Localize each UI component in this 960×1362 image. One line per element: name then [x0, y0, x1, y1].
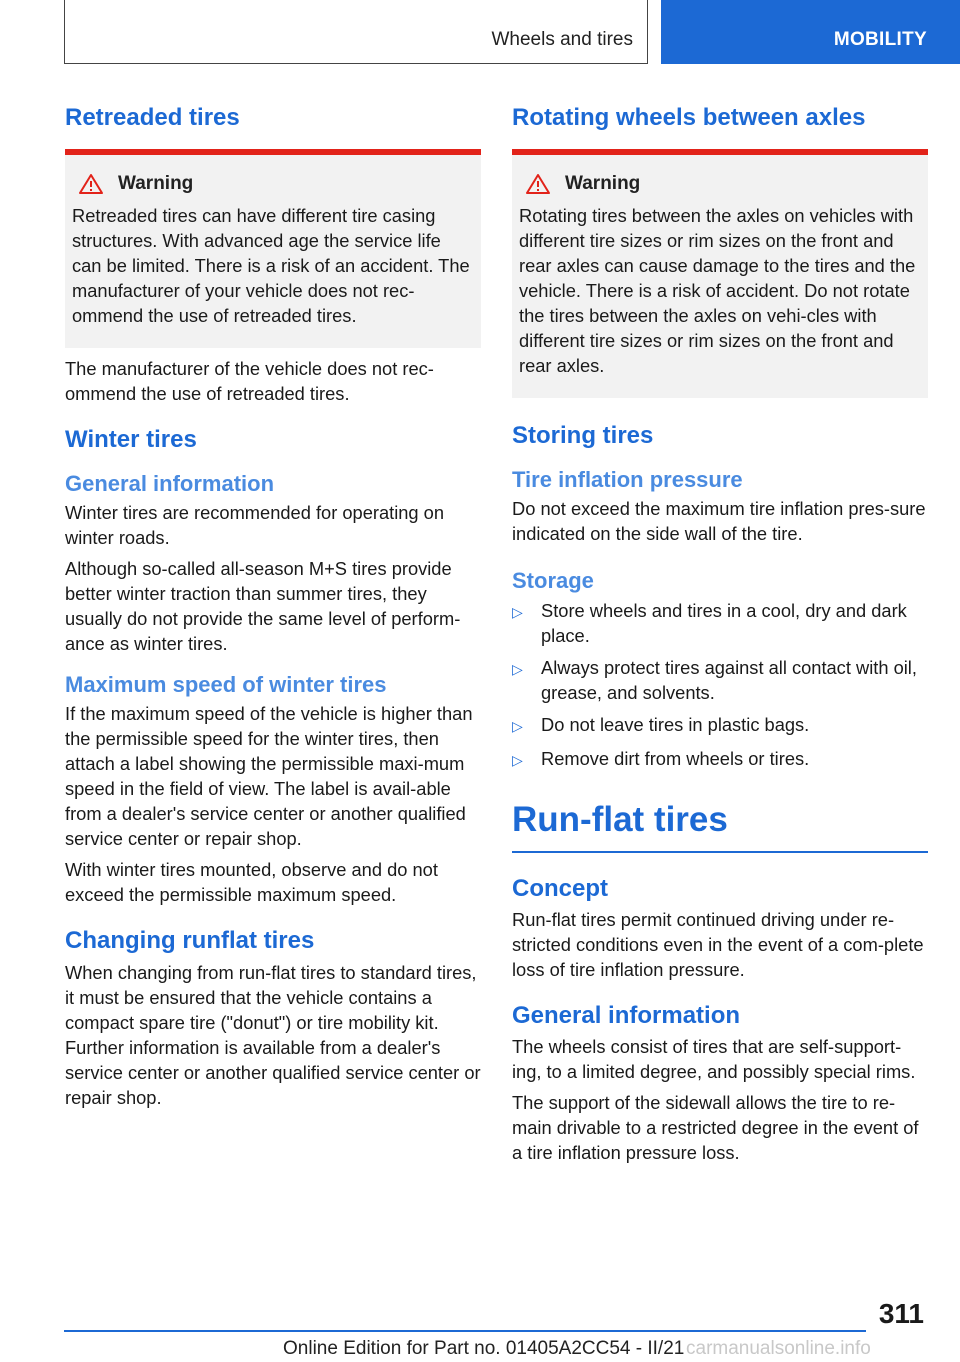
heading-concept: Concept: [512, 875, 608, 903]
right-column: [512, 100, 928, 1165]
heading-storage: Storage: [512, 567, 594, 593]
footer-divider: [64, 1330, 866, 1332]
paragraph-runflat-general-1: The wheels consist of tires that are self-support‐ing, to a limited degree, and possibly special rims.: [512, 1035, 916, 1082]
heading-winter-tires: Winter tires: [65, 425, 197, 453]
list-item: ▷ Store wheels and tires in a cool, dry and dark place.: [512, 600, 907, 647]
warning-triangle-icon: [525, 173, 551, 195]
heading-storing-tires: Storing tires: [512, 421, 654, 449]
heading-rotating-wheels: Rotating wheels between axles: [512, 104, 866, 131]
footer-edition: Online Edition for Part no. 01405A2CC54 - II/21: [283, 1338, 685, 1359]
warning-box-retreaded: [65, 149, 481, 348]
warning-title: Warning: [565, 172, 641, 194]
paragraph-winter-general-1: Winter tires are recommended for operating on winter roads.: [65, 501, 445, 548]
heading-run-flat-tires: Run-flat tires: [512, 800, 728, 840]
paragraph-max-speed-1: If the maximum speed of the vehicle is higher than the permissible speed for the winter tires, then attach a label showing the permissible maxi‐mum speed in the field of view. The label is avail‐able from a dealer's service center or another qualified service center or repair shop.: [65, 703, 473, 850]
section-divider: [512, 851, 928, 853]
warning-text-rotating: Rotating tires between the axles on vehicles with different tire sizes or rim sizes on the front and rear axles can cause damage to the tires and the vehicle. There is a risk of accident. Do not rotate the tires between the axles on vehi‐cles with different tire sizes or rim sizes on the front and rear axles.: [519, 204, 916, 376]
list-item: ▷ Remove dirt from wheels or tires.: [512, 746, 928, 773]
page-number: 311: [878, 1298, 924, 1329]
header-section-box: [64, 0, 648, 64]
heading-changing-runflat: Changing runflat tires: [65, 927, 315, 955]
header-chapter-tab[interactable]: [661, 0, 960, 64]
left-column: [65, 100, 481, 1110]
triangle-bullet-icon: ▷: [512, 718, 523, 735]
heading-winter-general-info: General information: [65, 470, 275, 496]
header-chapter-title: MOBILITY: [833, 29, 927, 50]
paragraph-concept: Run-flat tires permit continued driving under re‐stricted conditions even in the event of a com‐plete loss of tire inflation pressure.: [512, 909, 924, 981]
triangle-bullet-icon: ▷: [512, 752, 523, 769]
heading-max-speed-winter: Maximum speed of winter tires: [65, 671, 387, 697]
paragraph-tire-inflation-pressure: Do not exceed the maximum tire inflation pres‐sure indicated on the side wall of the tire.: [512, 497, 926, 544]
warning-triangle-icon: [78, 173, 104, 195]
paragraph-max-speed-2: With winter tires mounted, observe and do not exceed the permissible maximum speed.: [65, 859, 438, 906]
warning-title: Warning: [118, 172, 194, 194]
paragraph-retreaded: The manufacturer of the vehicle does not rec‐ommend the use of retreaded tires.: [65, 357, 434, 404]
storage-list: [512, 598, 928, 773]
footer-watermark[interactable]: carmanualsonline.info: [686, 1338, 871, 1359]
paragraph-winter-general-2: Although so-called all-season M+S tires provide better winter traction than summer tires, they usually do not provide the same level of perform‐ance as winter tires.: [65, 557, 461, 654]
warning-text-retreaded: Retreaded tires can have different tire casing structures. With advanced age the service life can be limited. There is a risk of an accident. The manufacturer of your vehicle does not rec‐ommend the use of retreaded tires.: [72, 204, 470, 326]
list-item: ▷ Do not leave tires in plastic bags.: [512, 712, 928, 739]
heading-runflat-general-info: General information: [512, 1002, 741, 1030]
list-item: ▷ Always protect tires against all contact with oil, grease, and solvents.: [512, 657, 917, 704]
warning-box-rotating: [512, 149, 928, 398]
triangle-bullet-icon: ▷: [512, 604, 523, 621]
paragraph-runflat-general-2: The support of the sidewall allows the tire to re‐main drivable to a restricted degree in the event of a tire inflation pressure loss.: [512, 1091, 919, 1163]
triangle-bullet-icon: ▷: [512, 661, 523, 678]
heading-tire-inflation-pressure: Tire inflation pressure: [512, 466, 743, 492]
heading-retreaded-tires: Retreaded tires: [65, 104, 240, 131]
header-section-title: Wheels and tires: [491, 29, 633, 50]
paragraph-changing-runflat: When changing from run-flat tires to standard tires, it must be ensured that the vehicle contains a compact spare tire ("donut") or tire mobility kit. Further information is available from a dealer's service center or another qualified service center or repair shop.: [65, 962, 481, 1109]
